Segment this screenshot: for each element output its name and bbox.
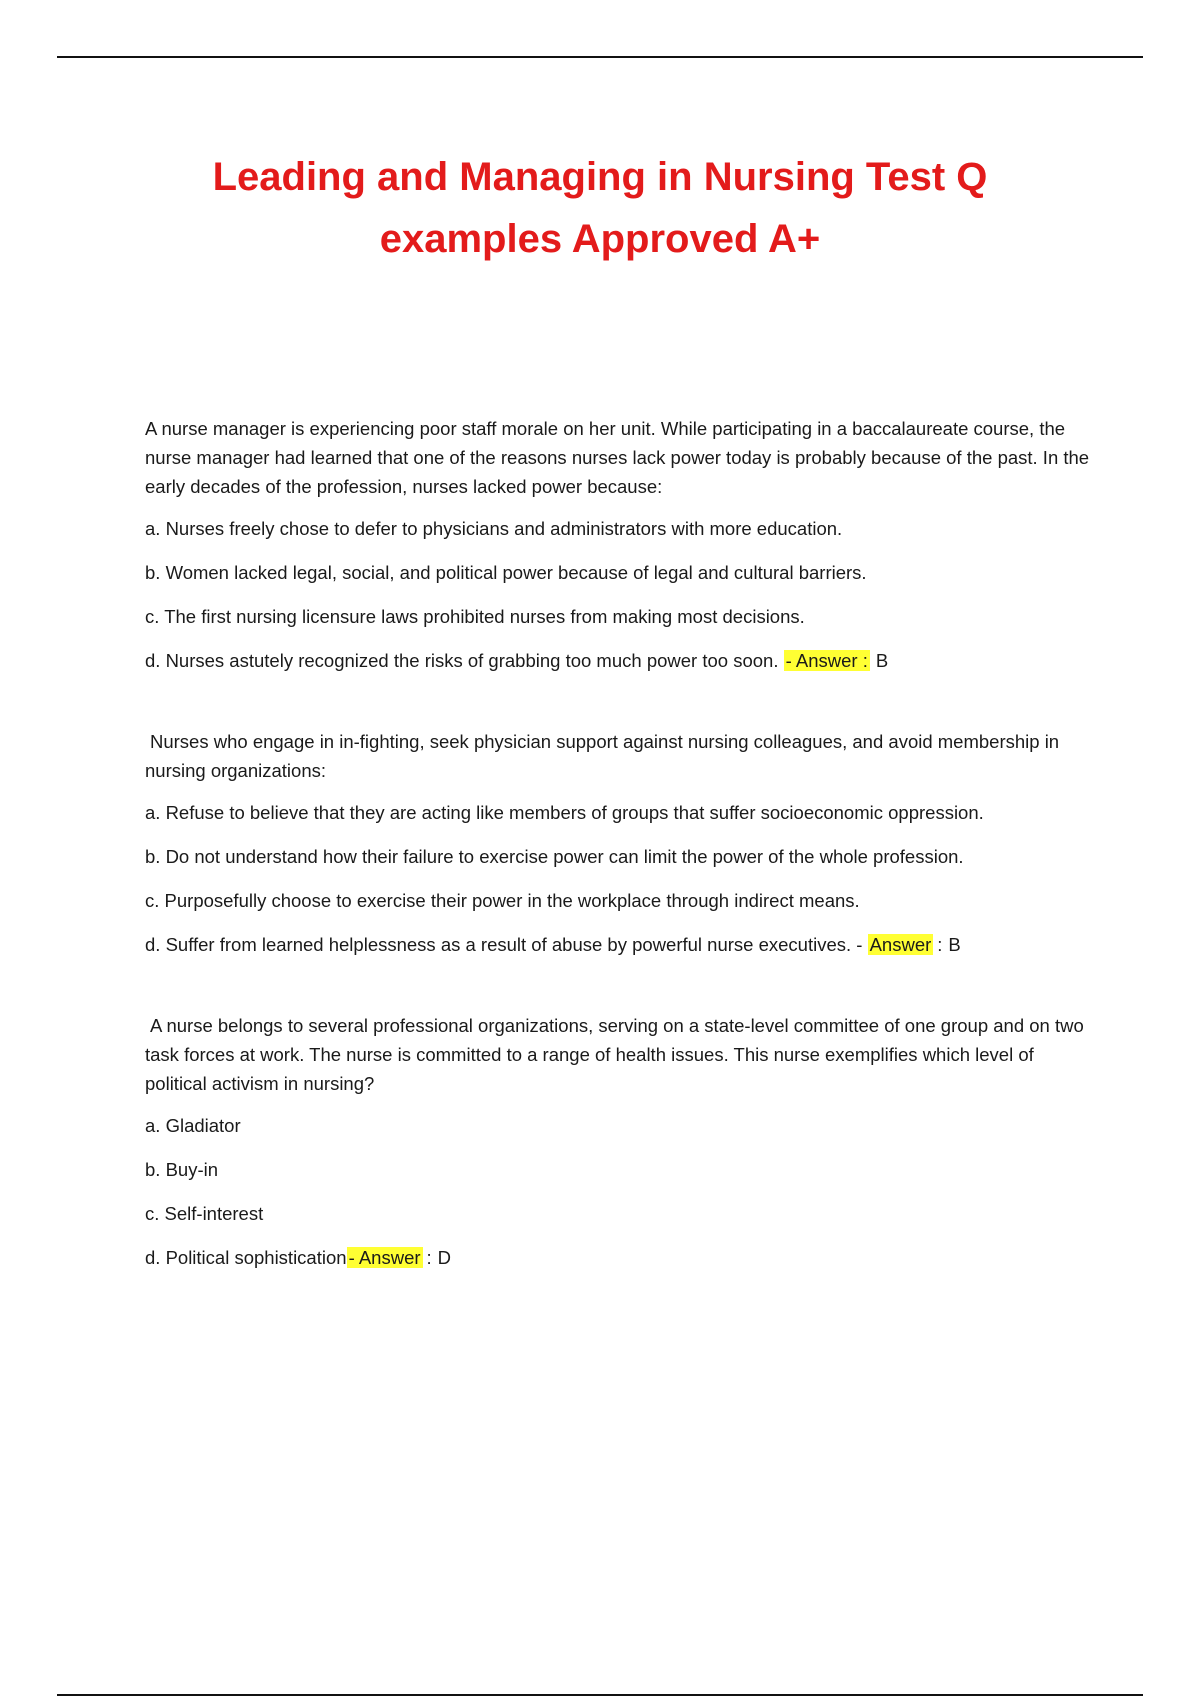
- option-d-with-answer: [145, 930, 1090, 959]
- title-line-2: examples Approved A+: [379, 217, 821, 261]
- option-b: b. Do not understand how their failure to exercise power can limit the power of the whole profession.: [145, 846, 964, 867]
- question-text: A nurse belongs to several professional organizations, serving on a state-level committee of one group and on two task forces at work. The nurse is committed to a range of health issues. This nurse exemplifies which level of political activism in nursing?: [145, 1015, 1084, 1094]
- top-rule: [57, 56, 1143, 58]
- option-c: c. Purposefully choose to exercise their power in the workplace through indirect means.: [145, 890, 860, 911]
- question-block-3: [145, 1011, 1090, 1272]
- question-text: A nurse manager is experiencing poor staff morale on her unit. While participating in a baccalaureate course, the nurse manager had learned that one of the reasons nurses lack power today is probably because of the past. In the early decades of the profession, nurses lacked power because:: [145, 418, 1090, 497]
- bottom-rule: [57, 1694, 1143, 1696]
- question-list: [145, 414, 1090, 1324]
- option-d: d. Suffer from learned helplessness as a result of abuse by powerful nurse executives. -: [145, 934, 863, 955]
- option-a: a. Nurses freely chose to defer to physicians and administrators with more education.: [145, 518, 843, 539]
- answer-value: B: [875, 650, 889, 671]
- option-d: d. Political sophistication: [145, 1247, 347, 1268]
- question-block-1: [145, 414, 1090, 675]
- answer-value: D: [437, 1247, 452, 1268]
- document-title: [100, 146, 1100, 270]
- answer-separator: :: [426, 1247, 432, 1268]
- answer-value: B: [948, 934, 961, 955]
- option-d-with-answer: [145, 1243, 1090, 1272]
- question-block-2: [145, 727, 1090, 959]
- answer-separator: :: [937, 934, 943, 955]
- option-a: a. Refuse to believe that they are acting like members of groups that suffer socioeconomic oppression.: [145, 802, 984, 823]
- option-a: a. Gladiator: [145, 1115, 241, 1136]
- option-d-with-answer: [145, 646, 1090, 675]
- answer-highlight: - Answer :: [785, 650, 868, 671]
- option-b: b. Buy-in: [145, 1159, 219, 1180]
- option-d: d. Nurses astutely recognized the risks of grabbing too much power too soon.: [145, 650, 779, 671]
- question-text: Nurses who engage in in-fighting, seek physician support against nursing colleagues, and avoid membership in nursing organizations:: [145, 731, 1060, 781]
- title-line-1: Leading and Managing in Nursing Test Q: [212, 155, 988, 199]
- option-c: c. The first nursing licensure laws prohibited nurses from making most decisions.: [145, 606, 805, 627]
- answer-highlight: Answer: [869, 934, 932, 955]
- option-b: b. Women lacked legal, social, and political power because of legal and cultural barriers.: [145, 562, 867, 583]
- answer-highlight: - Answer: [348, 1247, 421, 1268]
- option-c: c. Self-interest: [145, 1203, 264, 1224]
